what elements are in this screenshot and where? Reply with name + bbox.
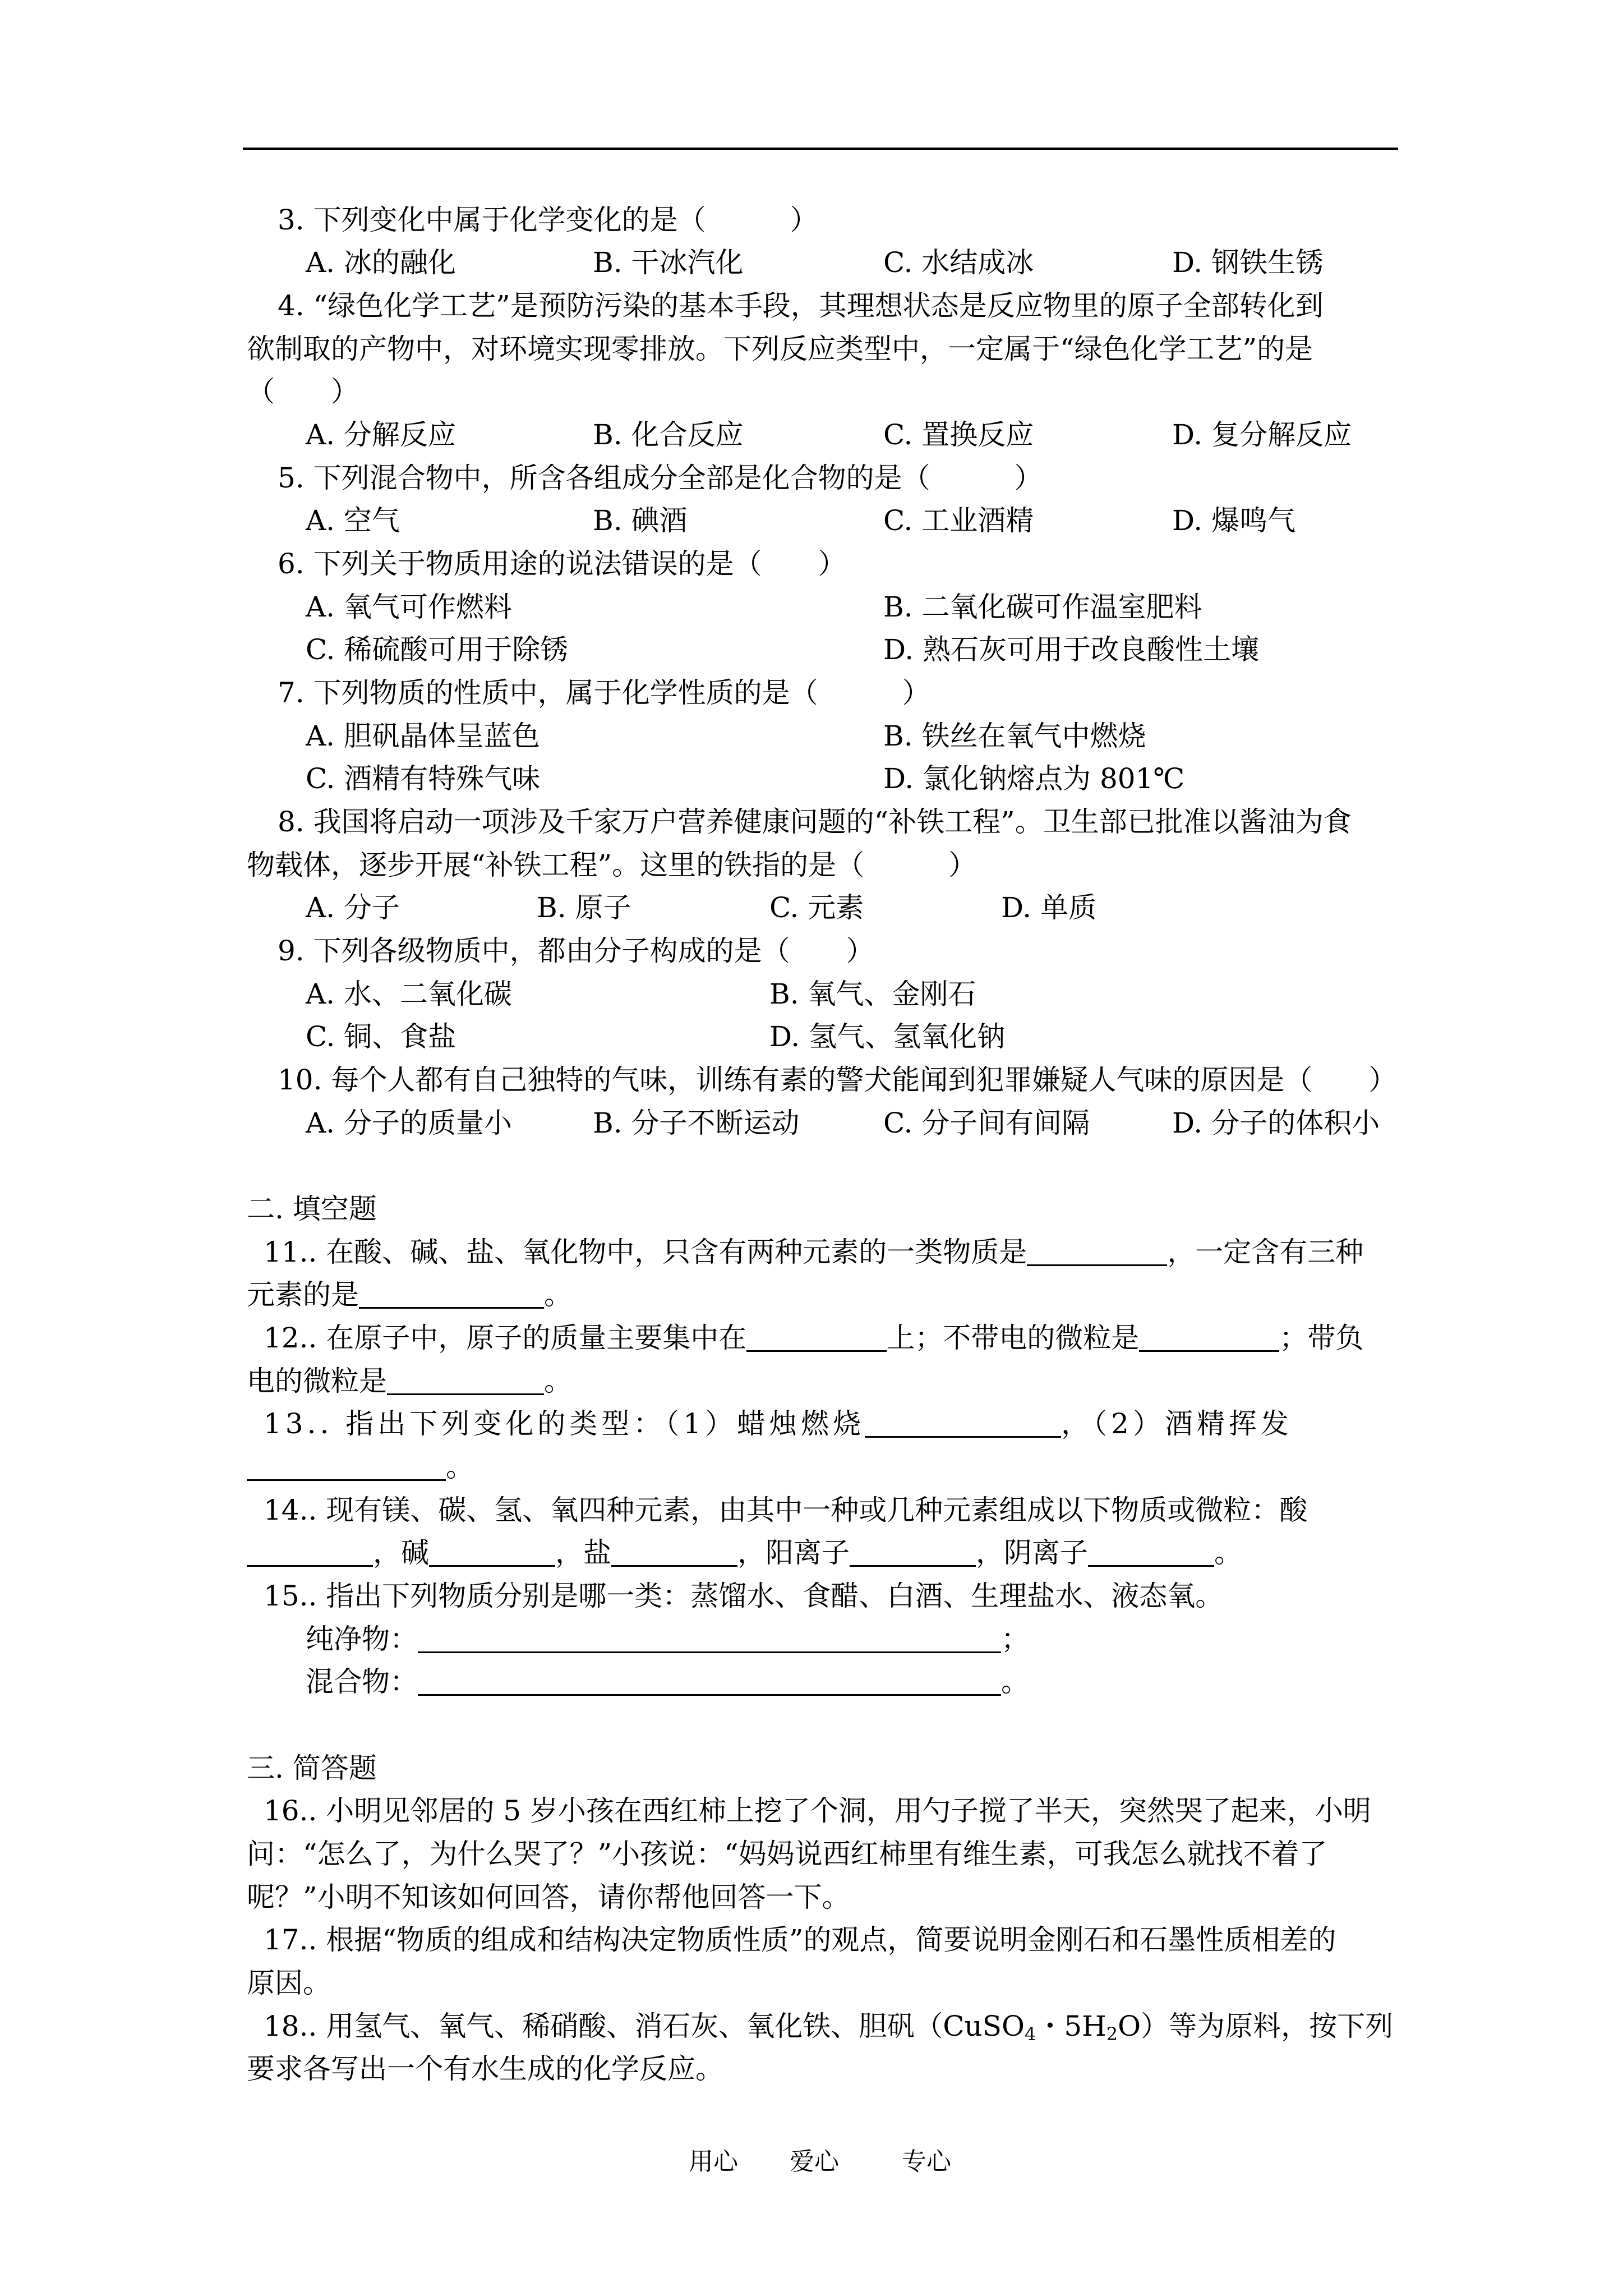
q13-line1: 13.. 指出下列变化的类型：（1）蜡烛燃烧 ，（2）酒精挥发 [264, 1407, 1293, 1440]
q4-option-d: D. 复分解反应 [1172, 418, 1352, 451]
q9-stem: 9. 下列各级物质中，都由分子构成的是（ ） [278, 935, 874, 967]
q10-option-a: A. 分子的质量小 [306, 1107, 512, 1139]
q16-line2: 问：“怎么了，为什么哭了？”小孩说：“妈妈说西红柿里有维生素，可我怎么就找不着了 [247, 1838, 1327, 1870]
q7-option-b: B. 铁丝在氧气中燃烧 [883, 720, 1146, 752]
q14-line1: 14.. 现有镁、碳、氢、氧四种元素，由其中一种或几种元素组成以下物质或微粒：酸 [264, 1494, 1308, 1526]
q5-option-b: B. 碘酒 [593, 504, 688, 537]
q3-option-b: B. 干冰汽化 [593, 246, 744, 279]
q10-option-b: B. 分子不断运动 [593, 1107, 800, 1139]
q15-mix-line: 混合物： 。 [306, 1665, 1029, 1698]
section-3-heading: 三. 简答题 [247, 1752, 377, 1784]
q14-blank-cation[interactable] [850, 1539, 976, 1567]
q15-blank-mix[interactable] [418, 1668, 1001, 1696]
q3-option-a: A. 冰的融化 [306, 246, 456, 279]
q12-blank-2[interactable] [1139, 1324, 1279, 1352]
q14-blank-salt[interactable] [611, 1539, 737, 1567]
q9-option-a: A. 水、二氧化碳 [306, 978, 512, 1010]
q7-option-d: D. 氯化钠熔点为 801℃ [883, 762, 1185, 795]
q12-blank-1[interactable] [746, 1324, 887, 1352]
q4-line1: 4. “绿色化学工艺”是预防污染的基本手段，其理想状态是反应物里的原子全部转化到 [278, 289, 1324, 322]
q3-stem: 3. 下列变化中属于化学变化的是（ ） [278, 204, 818, 236]
q3-option-c: C. 水结成冰 [883, 246, 1034, 279]
q5-option-a: A. 空气 [306, 504, 400, 537]
q4-option-a: A. 分解反应 [306, 418, 456, 451]
footer-text-2: 爱心 [790, 2147, 839, 2176]
q18-line2: 要求各写出一个有水生成的化学反应。 [247, 2053, 723, 2085]
q14-blank-anion[interactable] [1088, 1539, 1214, 1567]
q7-stem: 7. 下列物质的性质中，属于化学性质的是（ ） [278, 677, 930, 709]
q17-line2: 原因。 [247, 1967, 331, 1999]
q5-option-c: C. 工业酒精 [883, 504, 1034, 537]
q4-option-b: B. 化合反应 [593, 418, 744, 451]
q9-option-c: C. 铜、食盐 [306, 1020, 457, 1053]
q9-option-d: D. 氢气、氢氧化钠 [769, 1020, 1006, 1053]
q8-option-b: B. 原子 [537, 891, 631, 924]
q12-line2: 电的微粒是 。 [247, 1365, 572, 1397]
q16-line1: 16.. 小明见邻居的 5 岁小孩在西红柿上挖了个洞，用勺子搅了半天，突然哭了起来，小明 [264, 1795, 1371, 1827]
q9-option-b: B. 氧气、金刚石 [769, 978, 976, 1010]
q10-option-d: D. 分子的体积小 [1172, 1107, 1380, 1139]
q10-option-c: C. 分子间有间隔 [883, 1107, 1090, 1139]
q8-option-c: C. 元素 [769, 891, 864, 924]
q14-blank-base[interactable] [429, 1539, 555, 1567]
footer-text-1: 用心 [689, 2147, 738, 2176]
q8-option-d: D. 单质 [1001, 891, 1097, 924]
q15-blank-pure[interactable] [418, 1626, 1001, 1653]
q5-stem: 5. 下列混合物中，所含各组成分全部是化合物的是（ ） [278, 462, 1043, 494]
q6-option-c: C. 稀硫酸可用于除锈 [306, 633, 569, 666]
q13-blank-2[interactable] [247, 1453, 446, 1481]
q12-blank-3[interactable] [387, 1368, 544, 1395]
q14-line2: ，碱 ，盐 ，阳离子 ，阴离子 。 [247, 1536, 1242, 1570]
q17-line1: 17.. 根据“物质的组成和结构决定物质性质”的观点，简要说明金刚石和石墨性质相差的 [264, 1924, 1336, 1956]
q14-blank-acid[interactable] [247, 1539, 373, 1567]
q5-option-d: D. 爆鸣气 [1172, 504, 1296, 537]
q12-line1: 12.. 在原子中，原子的质量主要集中在 上；不带电的微粒是 ；带负 [264, 1322, 1364, 1354]
q6-stem: 6. 下列关于物质用途的说法错误的是（ ） [278, 547, 846, 580]
q4-line3: （ ） [247, 375, 359, 408]
q13-line2: 。 [247, 1450, 474, 1484]
q7-option-c: C. 酒精有特殊气味 [306, 762, 541, 795]
q3-option-d: D. 钢铁生锈 [1172, 246, 1324, 279]
q11-blank-1[interactable] [1027, 1239, 1167, 1266]
q10-stem: 10. 每个人都有自己独特的气味，训练有素的警犬能闻到犯罪嫌疑人气味的原因是（ ） [278, 1064, 1397, 1096]
q6-option-b: B. 二氧化碳可作温室肥料 [883, 591, 1202, 623]
section-2-heading: 二. 填空题 [247, 1193, 377, 1225]
q16-line3: 呢？”小明不知该如何回答，请你帮他回答一下。 [247, 1881, 850, 1913]
q7-option-a: A. 胆矾晶体呈蓝色 [306, 720, 540, 752]
q11-line1: 11.. 在酸、碱、盐、氧化物中，只含有两种元素的一类物质是 ，一定含有三种 [264, 1236, 1364, 1268]
q6-option-d: D. 熟石灰可用于改良酸性土壤 [883, 633, 1260, 666]
q8-option-a: A. 分子 [306, 891, 400, 924]
q6-option-a: A. 氧气可作燃料 [306, 591, 512, 623]
q8-line2: 物载体，逐步开展“补铁工程”。这里的铁指的是（ ） [247, 849, 977, 881]
q4-line2: 欲制取的产物中，对环境实现零排放。下列反应类型中，一定属于“绿色化学工艺”的是 [247, 333, 1313, 365]
q15-pure-line: 纯净物： ； [306, 1623, 1029, 1655]
q8-line1: 8. 我国将启动一项涉及千家万户营养健康问题的“补铁工程”。卫生部已批准以酱油为食 [278, 806, 1352, 838]
q13-blank-1[interactable] [865, 1410, 1061, 1438]
header-rule [243, 148, 1398, 150]
q11-line2: 元素的是 。 [247, 1278, 572, 1311]
q11-blank-2[interactable] [359, 1281, 544, 1309]
footer-text-3: 专心 [902, 2147, 951, 2176]
q15-stem: 15.. 指出下列物质分别是哪一类：蒸馏水、食醋、白酒、生理盐水、液态氧。 [264, 1580, 1224, 1612]
q18-line1: 18.. 用氢气、氧气、稀硝酸、消石灰、氧化铁、胆矾（CuSO$_4$・$5H_2O$）等为原料，按下列 [264, 2010, 1394, 2045]
q4-option-c: C. 置换反应 [883, 418, 1034, 451]
